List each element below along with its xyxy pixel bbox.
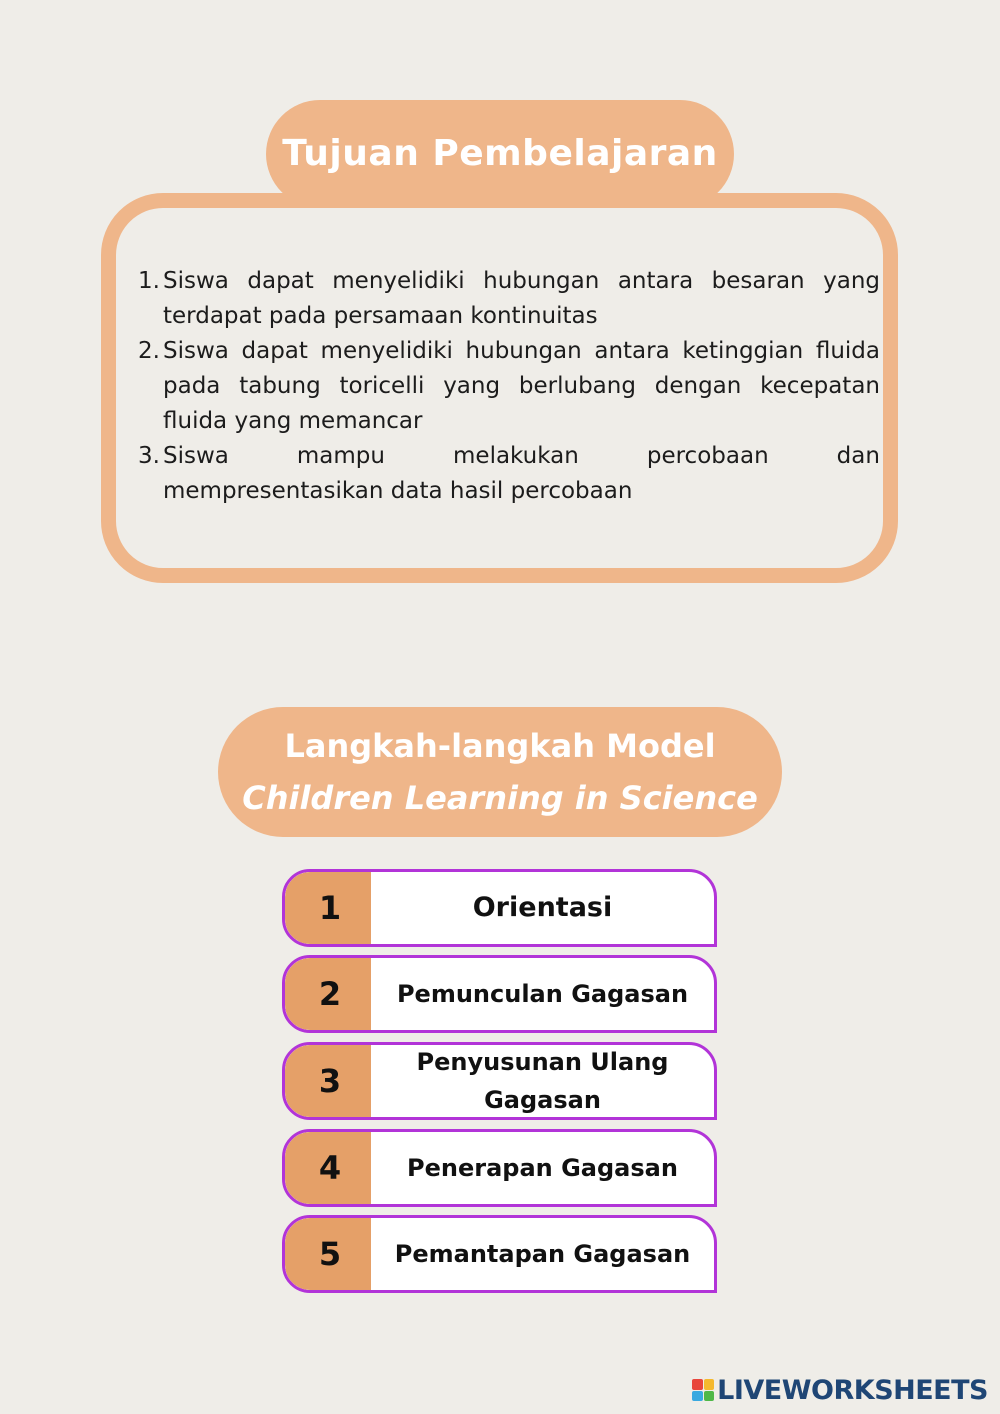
objectives-list [138,264,880,509]
liveworksheets-logo-icon [692,1379,714,1401]
step-number: 1 [285,872,371,944]
item-word: dan [836,443,880,469]
list-item [138,439,880,509]
logo-tile [704,1391,715,1402]
liveworksheets-watermark [692,1374,988,1406]
item-number: 1. [138,268,160,294]
item-text [163,439,880,509]
step-number: 3 [285,1045,371,1117]
item-text: Siswa dapat menyelidiki hubungan antara ketinggian fluida pada tabung toricelli yang berlubang dengan kecepatan fluida yang memancar [163,338,880,434]
step-number: 5 [285,1218,371,1290]
step-label: Penerapan Gagasan [407,1154,678,1182]
logo-tile [692,1391,703,1402]
step-label: Penyusunan Ulang Gagasan [416,1048,669,1114]
item-word: percobaan [646,443,769,469]
list-item [138,264,880,334]
item-word: Siswa [163,443,229,469]
step-label: Pemunculan Gagasan [396,980,689,1008]
logo-tile [692,1379,703,1390]
step-card [282,1042,717,1120]
step-label: Orientasi [472,892,613,923]
list-item [138,334,880,439]
item-text: Siswa dapat menyelidiki hubungan antara besaran yang terdapat pada persamaan kontinuitas [163,268,880,329]
step-card [282,869,717,947]
item-word: melakukan [453,443,579,469]
steps-title-line1: Langkah-langkah Model [284,727,716,765]
step-card [282,1129,717,1207]
item-word: mampu [296,443,385,469]
tujuan-title: Tujuan Pembelajaran [266,100,734,208]
step-number: 4 [285,1132,371,1204]
step-card [282,955,717,1033]
logo-tile [704,1379,715,1390]
item-number: 3. [138,443,160,469]
step-number: 2 [285,958,371,1030]
step-label: Pemantapan Gagasan [394,1240,691,1268]
step-card [282,1215,717,1293]
watermark-text: LIVEWORKSHEETS [717,1374,988,1406]
steps-title [218,707,782,837]
item-number: 2. [138,338,160,364]
steps-title-line2: Children Learning in Science [242,779,758,817]
item-line: mempresentasikan data hasil percobaan [163,478,633,504]
